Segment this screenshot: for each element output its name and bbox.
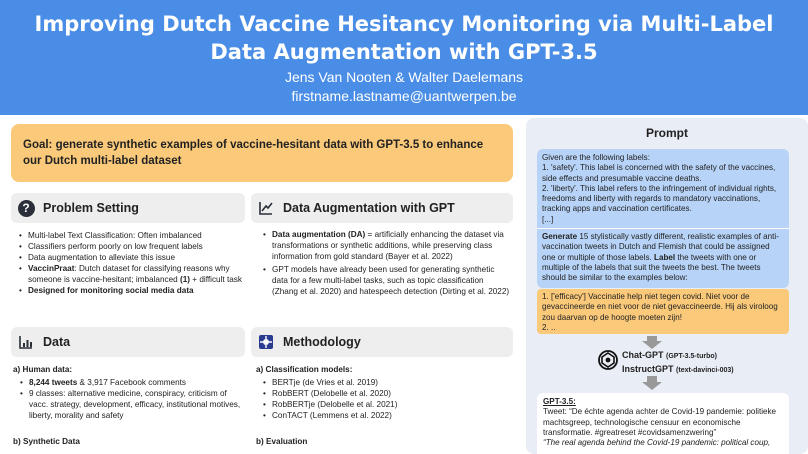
model-item: • BERTje (de Vries et al. 2019)	[262, 377, 510, 388]
problem-bullet: • Data augmentation to alleviate this issue	[18, 252, 244, 263]
gpt-output: GPT-3.5: Tweet: “De échte agenda achter de Covid-19 pandemie: politieke machtsgreep, technologische censuur en economische transformatie. #greatreset #covidsamenzwering” “The real agenda behind the Covid-19 pandemic: political coup,	[537, 393, 789, 454]
human-data-label: a) Human data:	[13, 365, 73, 374]
email: firstname.lastname@uantwerpen.be	[291, 88, 517, 104]
prompt-examples: 1. ['efficacy'] Vaccinatie help niet tegen covid. Niet voor de gevaccineerde en niet voor de niet gevaccineerde. Hij als viroloog zou daarvan op de hoogte moeten zijn! 2. ..	[537, 289, 789, 334]
methodology-body	[256, 364, 510, 449]
openai-icon	[597, 349, 619, 376]
data-bullet-tweets: • 8,244 tweets & 3,917 Facebook comments	[19, 377, 245, 388]
problem-bullet-vaccinpraat: • VaccinPraat: Dutch dataset for classifying reasons why someone is vaccine-hesitant; imbalanced (1) + difficult task	[18, 263, 244, 285]
arrow-down-icon	[642, 382, 662, 390]
problem-setting-header: ? Problem Setting	[11, 193, 245, 223]
augmentation-bullet-gpt: • GPT models have already been used for generating synthetic data for a few multi-label tasks, such as topic classification (Zhang et al. 2020) and hatespeech detection (Dirting et al. 2022)	[262, 264, 510, 297]
problem-bullet-monitoring: • Designed for monitoring social media data	[18, 285, 244, 296]
chatgpt-label: Chat-GPT	[622, 350, 664, 360]
data-header: Data	[11, 327, 245, 357]
model-item: • ConTACT (Lemmens et al. 2022)	[262, 410, 510, 421]
methodology-icon	[257, 333, 275, 351]
problem-bullet: • Multi-label Text Classification: Often imbalanced	[18, 230, 244, 241]
evaluation-label: b) Evaluation	[256, 437, 308, 446]
authors: Jens Van Nooten & Walter Daelemans	[284, 69, 524, 85]
model-item: • RobBERTje (Delobelle et al. 2021)	[262, 399, 510, 410]
data-augmentation-body	[262, 229, 510, 297]
synthetic-data-label: b) Synthetic Data	[13, 437, 80, 446]
poster-title: Improving Dutch Vaccine Hesitancy Monitoring via Multi-Label Data Augmentation with GPT-3.5	[34, 12, 774, 64]
arrow-down-icon	[642, 341, 662, 349]
poster-header	[0, 0, 808, 115]
data-bullet-classes: • 9 classes: alternative medicine, conspiracy, criticism of vacc. strategy, development, efficacy, institutional motives, liberty, morality and safety	[19, 388, 245, 421]
data-augmentation-header: Data Augmentation with GPT	[251, 193, 513, 223]
classification-models-label: a) Classification models:	[256, 365, 353, 374]
gpt-models: Chat-GPT (GPT-3.5-turbo) InstructGPT (text-davinci-003)	[622, 350, 734, 374]
line-chart-icon	[257, 199, 275, 217]
data-body	[13, 364, 245, 449]
prompt-title: Prompt	[646, 126, 688, 140]
prompt-instructions: Given are the following labels: 1. 'safety'. This label is concerned with the safety of the vaccines, side effects and presumable vaccine deaths. 2. 'liberty'. This label refers to the infringement of individual rights, freedoms and liberty with regards to mandatory vaccinations, tracking apps and vaccination certificates. [...] Generate 15 stylistically vastly different, realistic examples of anti-vaccination tweets in Dutch and Flemish that could be assigned one or multiple of those labels. Label the tweets with one or multiple of the labels that suit the tweets the best. The tweets should be similar to the examples below:	[537, 149, 789, 288]
augmentation-bullet-da: • Data augmentation (DA) = artificially enhancing the dataset via transformations or synthetic additions, while preserving class information from gold standard (Bayer et al. 2022)	[262, 229, 510, 262]
goal-box: Goal: generate synthetic examples of vaccine-hesitant data with GPT-3.5 to enhance our Dutch multi-label dataset	[11, 124, 513, 182]
question-icon: ?	[17, 199, 35, 217]
methodology-header: Methodology	[251, 327, 513, 357]
problem-setting-body	[18, 230, 244, 296]
instructgpt-label: InstructGPT	[622, 364, 674, 374]
prompt-generate-text: Generate 15 stylistically vastly different, realistic examples of anti-vaccination tweets in Dutch and Flemish that could be assigned one or multiple of those labels. Label the tweets with one or multiple of the labels that suit the tweets the best. The tweets should be similar to the examples below:	[537, 228, 789, 283]
bar-chart-icon	[17, 333, 35, 351]
problem-bullet: • Classifiers perform poorly on low frequent labels	[18, 241, 244, 252]
model-item: • RobBERT (Delobelle et al. 2020)	[262, 388, 510, 399]
